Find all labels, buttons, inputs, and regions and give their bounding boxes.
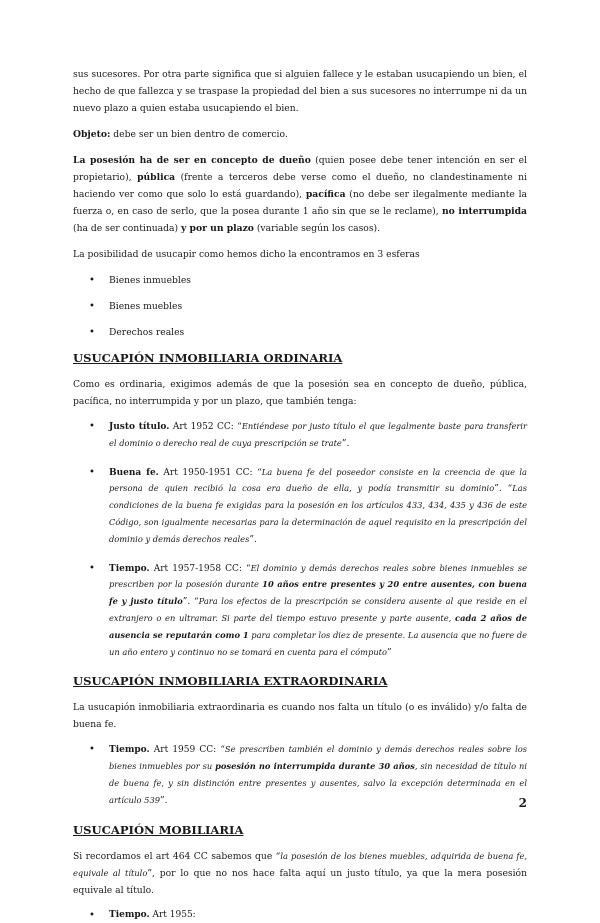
- intro-paragraph: sus sucesores. Por otra parte significa que si alguien fallece y le estaban usucapiendo un bien, el hecho de que fallezca y se traspase la propiedad del bien a sus sucesores no interrumpe ni da un nuevo plazo a quien estaba usucapiendo el bien.: [73, 69, 527, 114]
- extraordinaria-intro: La usucapión inmobiliaria extraordinaria es cuando nos falta un título (o es inválido) y/o falta de buena fe.: [73, 702, 527, 731]
- ordinaria-intro: Como es ordinaria, exigimos además de que la posesión sea en concepto de dueño, pública, pacífica, no interrumpida y por un plazo, que también tenga:: [73, 379, 527, 407]
- posesion-paragraph: La posesión ha de ser en concepto de dueño (quien posee debe tener intención en ser el propietario), pública (frente a terceros debe verse como el dueño, no clandestinamente ni haciendo ver como que solo lo está guardando), pacífica (no debe ser ilegalmente mediante la fuerza o, en caso de serlo, que la posea durante 1 año sin que se le reclame), no interrumpida (ha de ser continuada) y por un plazo (variable según los casos).: [73, 155, 528, 234]
- mobiliaria-paragraph: Si recordamos el art 464 CC sabemos que “la posesión de los bienes muebles, adquirida de buena fe, equivale al título”, por lo que no nos hace falta aquí un justo título, ya que la mera posesión equivale al título.: [73, 850, 527, 896]
- list-item: • Derechos reales: [73, 324, 527, 341]
- justo-titulo-item: • Justo título. Art 1952 CC: “Entiéndese por justo título el que legalmente baste para transferir el dominio o derecho real de cuya prescripción se trate”.: [73, 419, 527, 453]
- section-heading-extraordinaria: USUCAPIÓN INMOBILIARIA EXTRAORDINARIA: [73, 674, 388, 689]
- tiempo-item: • Tiempo. Art 1955:: [73, 908, 527, 923]
- tiempo-item: • Tiempo. Art 1957-1958 CC: “El dominio y demás derechos reales sobre bienes inmuebles se prescriben por la posesión durante 10 años entre presentes y 20 entre ausentes, con buena fe y justo título”. “Para los efectos de la prescripción se considera ausente al que reside en el extranjero o en ultramar. Si parte del tiempo estuvo presente y parte ausente, cada 2 años de ausencia se reputarán como 1 para completar los diez de presente. La ausencia que no fuere de un año entero y continuo no se tomará en cuenta para el cómputo”: [73, 561, 527, 662]
- section-heading-mobiliaria: USUCAPIÓN MOBILIARIA: [73, 822, 244, 837]
- buena-fe-item: • Buena fe. Art 1950-1951 CC: “La buena fe del poseedor consiste en la creencia de que la persona de quien recibió la cosa era dueño de ella, y podía transmitir su dominio”. “Las condiciones de la buena fe exigidas para la posesión en los artículos 433, 434, 435 y 436 de este Código, son igualmente necesarias para la determinación de aquel requisito en la prescripción del dominio y demás derechos reales”.: [73, 465, 527, 549]
- esferas-list: [73, 272, 527, 341]
- ordinaria-requirements-list: [73, 419, 527, 661]
- mobiliaria-requirements-list: [73, 908, 527, 923]
- extraordinaria-requirements-list: [73, 742, 527, 809]
- objeto-paragraph: Objeto: debe ser un bien dentro de comercio.: [73, 129, 288, 140]
- esferas-intro: La posibilidad de usucapir como hemos dicho la encontramos en 3 esferas: [73, 249, 420, 260]
- list-item: • Bienes muebles: [73, 298, 527, 315]
- section-heading-ordinaria: USUCAPIÓN INMOBILIARIA ORDINARIA: [73, 351, 343, 365]
- list-item: • Bienes inmuebles: [73, 272, 527, 289]
- tiempo-item: • Tiempo. Art 1959 CC: “Se prescriben también el dominio y demás derechos reales sobre los bienes inmuebles por su posesión no interrumpida durante 30 años, sin necesidad de título ni de buena fe, y sin distinción entre presentes y ausentes, salvo la excepción determinada en el artículo 539”.: [73, 742, 527, 809]
- objeto-label: Objeto:: [73, 129, 111, 140]
- page-number: 2: [518, 796, 527, 810]
